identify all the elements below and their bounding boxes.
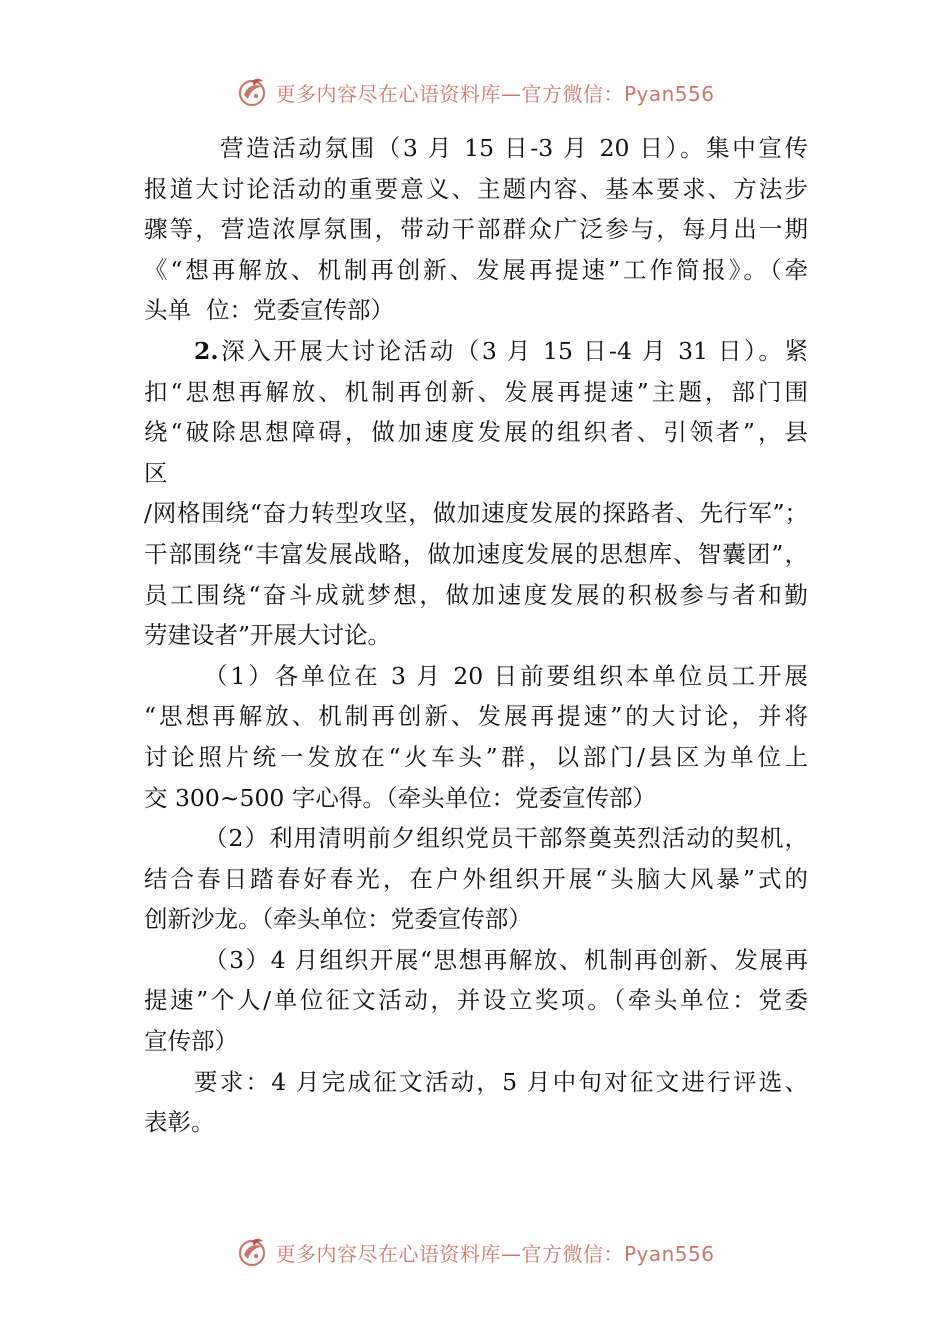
text-line-content: 《“想再解放、机制再创新、发展再提速”工作简报》。（牵 [144, 255, 808, 284]
text-line-content: 扣“思想再解放、机制再创新、发展再提速”主题，部门围 [144, 377, 808, 406]
footer-watermark [0, 1232, 950, 1272]
text-line [144, 412, 808, 453]
text-line [144, 656, 808, 697]
text-line [144, 534, 808, 575]
text-line [144, 209, 808, 250]
text-line-content: （1）各单位在 3 月 20 日前要组织本单位员工开展 [204, 661, 808, 690]
text-line [144, 818, 808, 859]
text-line-content: 营造活动氛围（3 月 15 日-3 月 20 日）。集中宣传 [220, 134, 808, 162]
text-line-content: 区 [144, 458, 168, 487]
text-line [144, 940, 808, 981]
text-line-content: 结合春日踏春好春光，在户外组织开展“头脑大风暴”式的 [144, 864, 808, 893]
text-line [144, 493, 808, 534]
text-line-rest: 深入开展大讨论活动（3 月 15 日-4 月 31 日）。紧 [218, 336, 808, 365]
text-line-content: （2）利用清明前夕组织党员干部祭奠英烈活动的契机， [204, 824, 808, 853]
text-line-content: 交 300~500 字心得。（牵头单位：党委宣传部） [144, 783, 657, 812]
text-line-content: 表彰。 [144, 1108, 215, 1137]
text-line [144, 899, 808, 940]
text-line-content: “思想再解放、机制再创新、发展再提速”的大讨论，并将 [144, 702, 808, 731]
text-line-content: 宣传部） [144, 1027, 238, 1056]
text-line-content: 劳建设者”开展大讨论。 [144, 621, 392, 650]
text-line-content: 员工围绕“奋斗成就梦想，做加速度发展的积极参与者和勤 [144, 580, 808, 609]
text-line-content: 要求：4 月完成征文活动，5 月中旬对征文进行评选、 [194, 1067, 808, 1096]
text-line-content: 讨论照片统一发放在“火车头”群，以部门/县区为单位上 [144, 742, 808, 771]
text-line-content [194, 331, 808, 372]
text-line [144, 1062, 808, 1103]
text-line-content: （3）4 月组织开展“思想再解放、机制再创新、发展再 [204, 945, 808, 974]
text-line-content: 干部围绕“丰富发展战略，做加速度发展的思想库、智囊团”， [144, 539, 808, 568]
text-line-content: /网格围绕“奋力转型攻坚，做加速度发展的探路者、先行军”； [144, 499, 808, 528]
document-body [144, 128, 808, 1143]
text-line [144, 1021, 808, 1062]
text-line-content: 创新沙龙。（牵头单位：党委宣传部） [144, 905, 532, 934]
header-watermark [0, 72, 950, 112]
text-line [144, 737, 808, 778]
text-line-content: 绕“破除思想障碍，做加速度发展的组织者、引领者”，县 [144, 418, 808, 447]
text-line-content: 报道大讨论活动的重要意义、主题内容、基本要求、方法步 [144, 174, 808, 203]
watermark-text: 更多内容尽在心语资料库—官方微信：Pyan556 [275, 81, 715, 106]
text-line [144, 575, 808, 616]
section-number: 2. [194, 336, 219, 365]
text-line-content: 提速”个人/单位征文活动，并设立奖项。（牵头单位：党委 [144, 986, 808, 1015]
text-line [144, 453, 808, 494]
text-line [144, 980, 808, 1021]
text-line [144, 859, 808, 900]
text-line [144, 1102, 808, 1143]
text-line [144, 250, 808, 291]
library-logo-icon [235, 75, 269, 109]
watermark-text: 更多内容尽在心语资料库—官方微信：Pyan556 [275, 1241, 715, 1266]
text-line [144, 169, 808, 210]
text-line [144, 615, 808, 656]
library-logo-icon [235, 1235, 269, 1269]
text-line [144, 372, 808, 413]
text-line [144, 778, 808, 819]
text-line-content: 骤等，营造浓厚氛围，带动干部群众广泛参与，每月出一期 [144, 215, 808, 244]
text-line [144, 696, 808, 737]
text-line [144, 290, 808, 331]
text-line [144, 128, 808, 169]
text-line [144, 331, 808, 372]
text-line-content: 头单 位：党委宣传部） [144, 296, 394, 325]
